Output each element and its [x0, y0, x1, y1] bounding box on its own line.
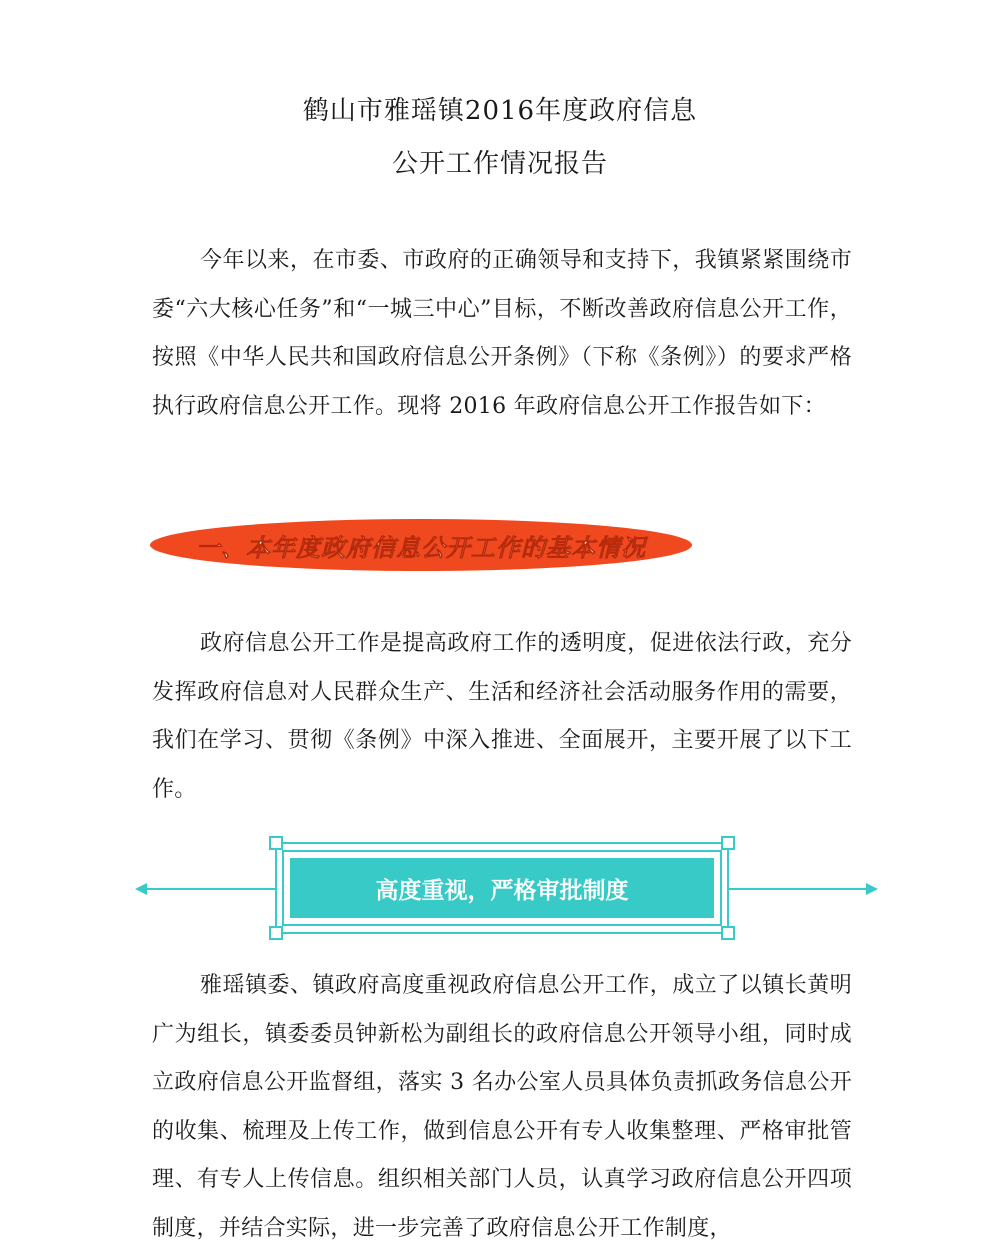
left-arrow-icon	[135, 883, 147, 895]
report-title-line2: 公开工作情况报告	[391, 149, 608, 179]
banner-left-line	[146, 888, 276, 890]
frame-corner-tr	[721, 836, 735, 850]
intro-paragraph: 今年以来，在市委、市政府的正确领导和支持下，我镇紧紧围绕市委“六大核心任务”和“一城三中心”目标，不断改善政府信息公开工作，按照《中华人民共和国政府信息公开条例》（下称《条例》）的要求严格执行政府信息公开工作。现将 2016 年政府信息公开工作报告如下：	[152, 248, 852, 419]
frame-corner-tl	[269, 836, 283, 850]
report-title-line1: 鹤山市雅瑶镇2016年度政府信息	[302, 96, 698, 126]
frame-corner-br	[721, 926, 735, 940]
subsection-heading-box	[290, 858, 714, 918]
subsection1-paragraph: 雅瑶镇委、镇政府高度重视政府信息公开工作，成立了以镇长黄明广为组长，镇委委员钟新松为副组长的政府信息公开领导小组，同时成立政府信息公开监督组，落实 3 名办公室人员具体负责抓政务信息公开的收集、梳理及上传工作，做到信息公开有专人收集整理、严格审批管理、有专人上传信息。组织相关部门人员，认真学习政府信息公开四项制度，并结合实际，进一步完善了政府信息公开工作制度，	[152, 973, 852, 1241]
subsection-heading-text: 高度重视，严格审批制度	[375, 877, 629, 904]
right-arrow-icon	[866, 883, 878, 895]
frame-corner-bl	[269, 926, 283, 940]
banner-right-line	[728, 888, 868, 890]
section1-paragraph: 政府信息公开工作是提高政府工作的透明度，促进依法行政，充分发挥政府信息对人民群众生产、生活和经济社会活动服务作用的需要，我们在学习、贯彻《条例》中深入推进、全面展开，主要开展了以下工作。	[152, 631, 852, 802]
section-heading-pill	[150, 519, 692, 571]
section-heading-text: 一、本年度政府信息公开工作的基本情况	[196, 533, 646, 562]
